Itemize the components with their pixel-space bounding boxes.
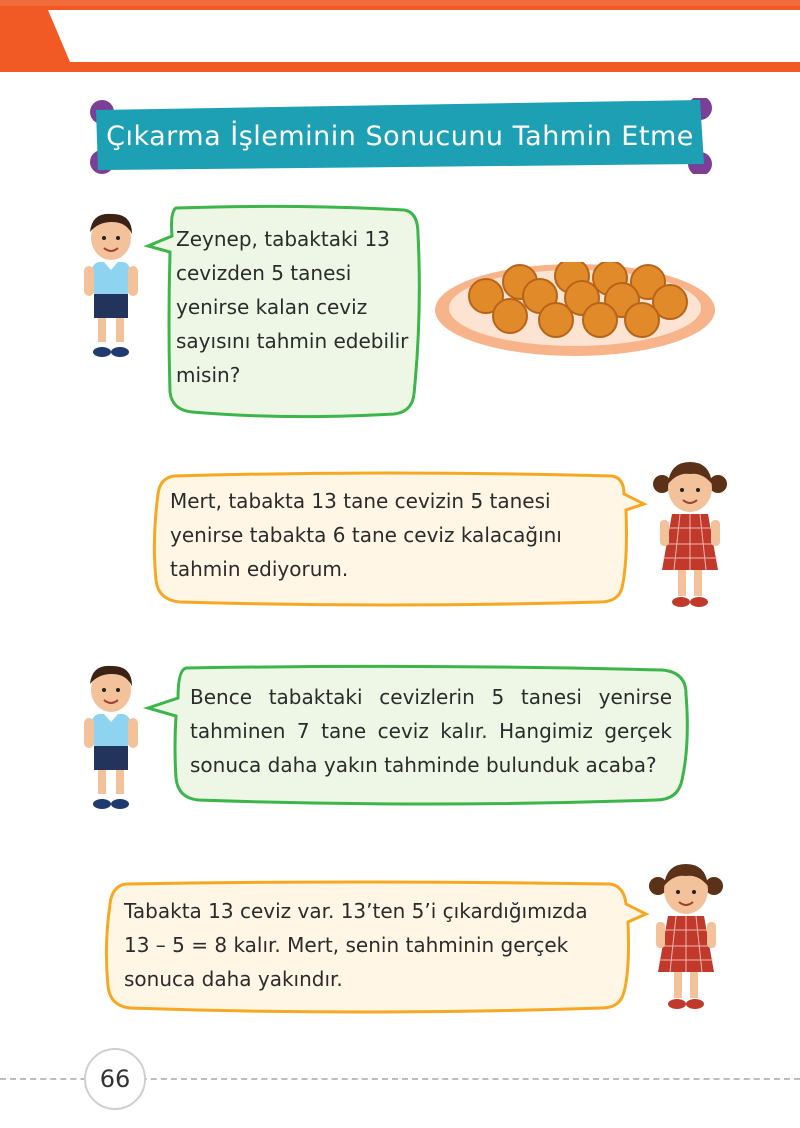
walnut-plate-illustration: [434, 262, 716, 358]
page-title: Çıkarma İşleminin Sonucunu Tahmin Etme: [106, 120, 694, 152]
dialog-text-3: Bence tabaktaki cevizlerin 5 tanesi yenirse tahminen 7 tane ceviz kalır. Hangimiz gerçek sonuca daha yakın tahminde bulunduk acaba?: [190, 685, 672, 777]
dialog-text-2: Mert, tabakta 13 tane cevizin 5 tanesi yenirse tabakta 6 tane ceviz kalacağını tahmin ediyorum.: [170, 489, 562, 581]
dialog-text-1: Zeynep, tabaktaki 13 cevizden 5 tanesi yenirse kalan ceviz sayısını tahmin edebilir misin?: [176, 227, 409, 387]
top-header-bar: [0, 0, 800, 72]
dialog-text-4: Tabakta 13 ceviz var. 13’ten 5’i çıkardığımızda 13 – 5 = 8 kalır. Mert, senin tahminin gerçek sonuca daha yakındır.: [124, 899, 588, 991]
speech-bubble-1: [146, 204, 422, 420]
speech-bubble-2: [150, 470, 646, 608]
page-number: 66: [84, 1048, 146, 1110]
girl-character-icon: [646, 860, 726, 1012]
girl-character-icon: [650, 458, 730, 610]
boy-character-icon: [78, 660, 144, 810]
speech-bubble-4: [102, 880, 648, 1016]
boy-character-icon: [78, 208, 144, 358]
speech-bubble-3: [146, 664, 692, 808]
